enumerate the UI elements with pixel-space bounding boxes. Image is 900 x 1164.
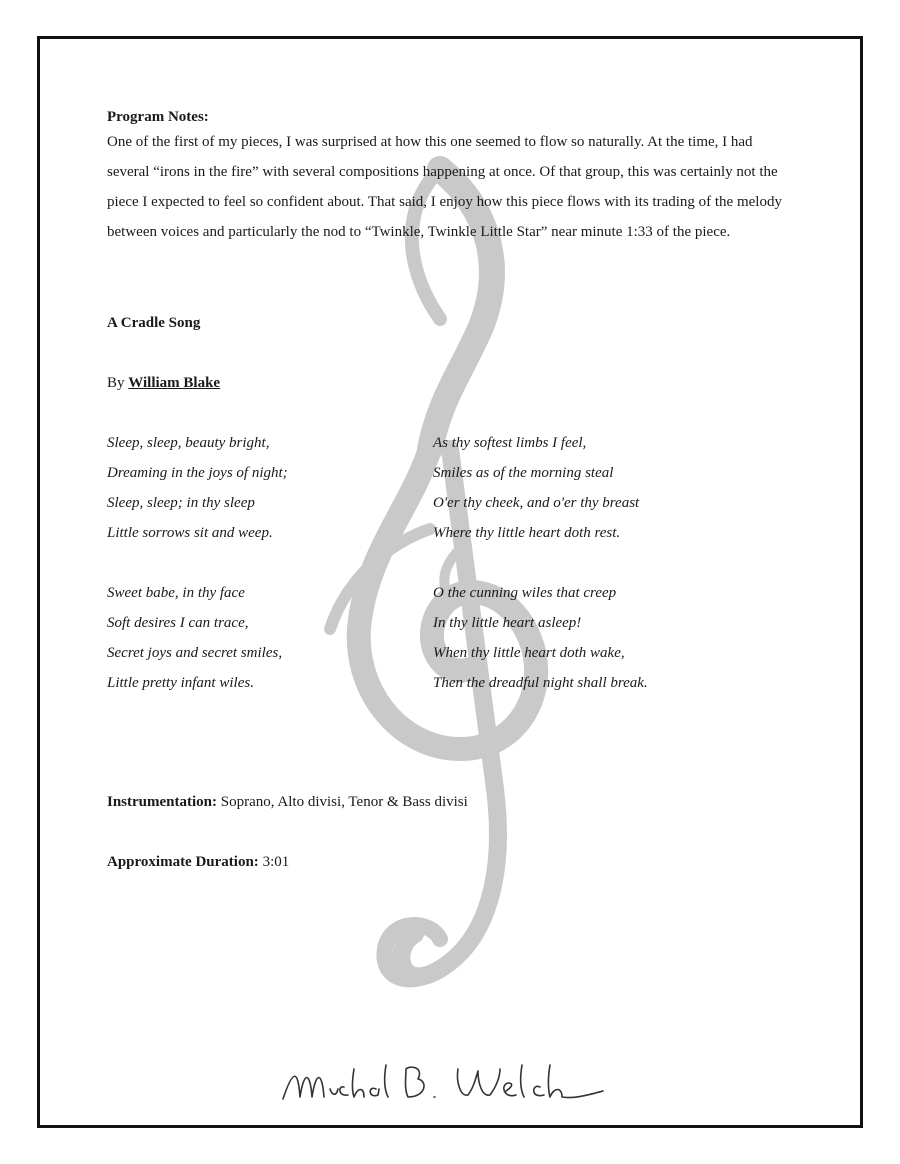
poem-author-link[interactable]: William Blake [128,375,221,391]
instrumentation-value: Soprano, Alto divisi, Tenor & Bass divisi [220,794,468,810]
poem-line: Dreaming in the joys of night; [107,465,288,481]
document-page [37,36,863,1128]
poem-line: In thy little heart asleep! [433,615,582,631]
poem-line: Soft desires I can trace, [107,615,249,631]
signature-image [278,1059,618,1109]
poem-line: O the cunning wiles that creep [433,585,617,601]
poem-line: Then the dreadful night shall break. [433,675,648,691]
poem-line: Little sorrows sit and weep. [107,525,273,541]
poem-line: O'er thy cheek, and o'er thy breast [433,495,640,511]
poem-stanza-1 [107,428,288,548]
poem-stanza-3 [433,428,639,548]
poem-line: Sweet babe, in thy face [107,585,245,601]
program-notes-text: One of the first of my pieces, I was surprised at how this one seemed to flow so naturally. At the time, I had several “irons in the fire” with several compositions happening at once. Of that group, this was certainly not the piece I expected to feel so confident about. That said, I enjoy how this piece flows with its trading of the melody between voices and particularly the nod to “Twinkle, Twinkle Little Star” near minute 1:33 of the piece. [107,134,782,240]
instrumentation-line [107,794,468,811]
poem-byline [107,375,220,392]
poem-stanza-2 [107,578,282,698]
program-notes-label: Program Notes: [107,109,209,125]
poem-stanza-4 [433,578,648,698]
poem-title: A Cradle Song [107,315,201,331]
poem-line: Sleep, sleep; in thy sleep [107,495,255,511]
poem-line: When thy little heart doth wake, [433,645,625,661]
duration-label: Approximate Duration: [107,854,259,870]
poem-line: Where thy little heart doth rest. [433,525,621,541]
poem-line: As thy softest limbs I feel, [433,435,587,451]
poem-line: Little pretty infant wiles. [107,675,254,691]
duration-value: 3:01 [262,854,290,870]
content-area [107,107,797,870]
instrumentation-label: Instrumentation: [107,794,218,810]
poem-line: Secret joys and secret smiles, [107,645,283,661]
duration-line [107,854,289,871]
poem-line: Smiles as of the morning steal [433,465,614,481]
poem-line: Sleep, sleep, beauty bright, [107,435,270,451]
by-label: By [107,375,125,391]
